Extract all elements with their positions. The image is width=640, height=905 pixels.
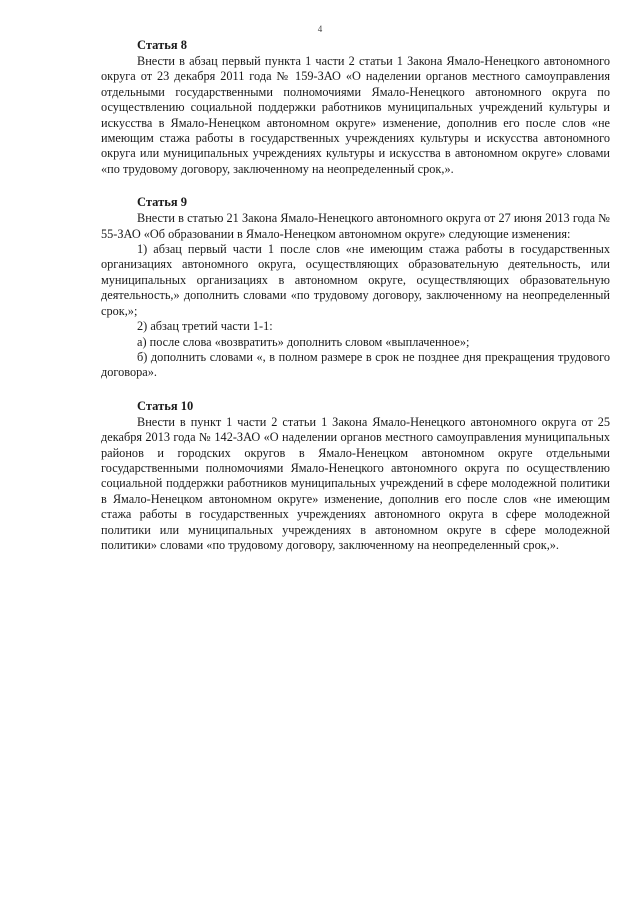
article-heading: Статья 9 [137,195,187,210]
article-heading: Статья 8 [137,38,187,52]
article-8 [101,38,610,177]
article-paragraph: Внести в абзац первый пункта 1 части 2 статьи 1 Закона Ямало-Ненецкого автономного округа от 23 декабря 2011 года № 159-ЗАО «О наделении органов местного самоуправления отдельными государственными полномочиями Ямало-Ненецкого автономного округа по осуществлению социальной поддержки работников муниципальных учреждений культуры и искусства в Ямало-Ненецком автономном округе» изменение, дополнив его после слов «не имеющим стажа работы в государственных учреждениях культуры и искусства автономного округа или муниципальных учреждениях культуры и искусства в автономном округе» словами «по трудовому договору, заключенному на неопределенный срок,». [101,54,610,176]
article-paragraph: 1) абзац первый части 1 после слов «не имеющим стажа работы в государственных организациях автономного округа, осуществляющих образовательную деятельность, или муниципальных организациях в автономном округе, осуществляющих образовательную деятельность,» дополнить словами «по трудовому договору, заключенному на неопределенный срок,»; [101,242,610,318]
article-paragraph: б) дополнить словами «, в полном размере в срок не позднее дня прекращения трудового договора». [101,349,610,380]
article-paragraph: Внести в статью 21 Закона Ямало-Ненецкого автономного округа от 27 июня 2013 года № 55-ЗАО «Об образовании в Ямало-Ненецком автономном округе» следующие изменения: [101,211,610,241]
article-10 [101,399,610,554]
article-9 [101,195,610,380]
article-heading: Статья 10 [137,398,194,413]
article-paragraph: 2) абзац третий части 1-1: [137,319,273,334]
article-paragraph: а) после слова «возвратить» дополнить словом «выплаченное»; [137,334,470,349]
article-paragraph: Внести в пункт 1 части 2 статьи 1 Закона Ямало-Ненецкого автономного округа от 25 декабря 2013 года № 142-ЗАО «О наделении органов местного самоуправления муниципальных районов и городских округов в Ямало-Ненецком автономном округе отдельными государственными полномочиями Ямало-Ненецкого автономного округа по осуществлению социальной поддержки работников муниципальных учреждений в сфере молодежной политики в Ямало-Ненецком автономном округе» изменение, дополнив его после слов «не имеющим стажа работы в государственных учреждениях автономного округа в сфере молодежной политики или муниципальных учреждениях в автономном округе в сфере молодежной политики» словами «по трудовому договору, заключенному на неопределенный срок,». [101,414,610,552]
page-number: 4 [317,24,323,34]
document-body [101,38,610,571]
